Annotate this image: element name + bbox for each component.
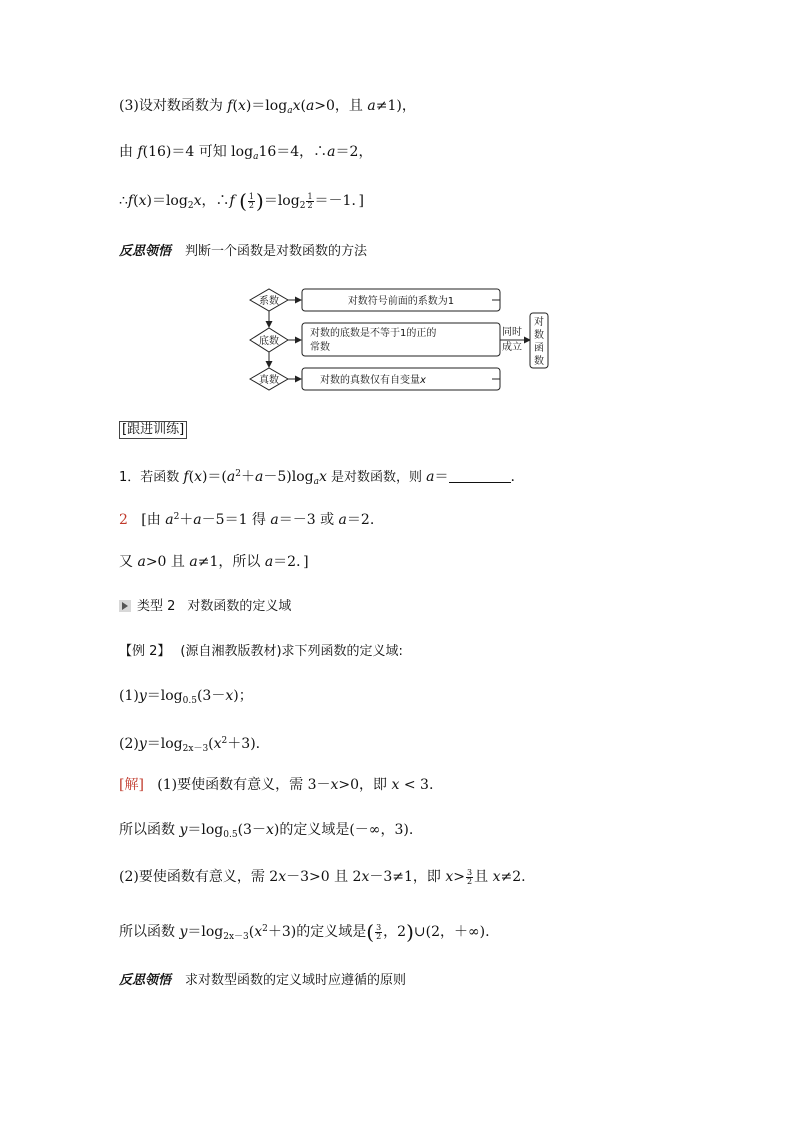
text: 2x－3 bbox=[223, 932, 249, 942]
text: ＋ bbox=[179, 512, 194, 528]
text: 2 bbox=[299, 201, 306, 211]
example-heading bbox=[119, 641, 403, 662]
var: a bbox=[313, 477, 319, 487]
text: ＝log bbox=[146, 736, 183, 752]
text: ( bbox=[300, 98, 306, 114]
var: x bbox=[138, 193, 147, 209]
text: 2 bbox=[262, 924, 268, 934]
fraction: $\frac{1}{2}$ bbox=[307, 191, 313, 210]
text: 且 bbox=[474, 869, 493, 885]
text: ＝log bbox=[146, 688, 183, 704]
text: (3－ bbox=[237, 822, 266, 838]
answer-value: 2 bbox=[119, 512, 128, 528]
text: ≠1，所以 bbox=[197, 554, 265, 570]
example-item-1 bbox=[119, 686, 253, 711]
text: ( bbox=[188, 469, 195, 485]
text: (2)要使函数有意义，需 2 bbox=[119, 869, 279, 885]
text: 2 bbox=[187, 201, 194, 211]
text: ( bbox=[248, 924, 255, 940]
text: 0.5 bbox=[223, 830, 238, 840]
text: ＝log bbox=[187, 822, 224, 838]
text: )； bbox=[233, 688, 253, 704]
var: a bbox=[338, 512, 347, 528]
var: a bbox=[287, 106, 293, 116]
text: (3)设对数函数为 bbox=[119, 98, 228, 114]
solution-tag: [解] bbox=[119, 777, 144, 793]
var: x bbox=[278, 869, 287, 885]
text: (16)＝4 可知 log bbox=[142, 144, 254, 160]
type-heading bbox=[119, 596, 291, 617]
flowchart bbox=[230, 280, 560, 395]
var: x bbox=[225, 688, 234, 704]
text: －3>0 且 2 bbox=[286, 869, 362, 885]
example-item-2 bbox=[119, 731, 260, 759]
text: )＝log bbox=[146, 193, 188, 209]
practice-tag: [跟进训练] bbox=[119, 421, 187, 439]
reflection-heading-1 bbox=[119, 241, 367, 262]
var: x bbox=[330, 777, 339, 793]
text: )＝log bbox=[245, 98, 288, 114]
var: a bbox=[137, 554, 146, 570]
var: f bbox=[127, 193, 134, 209]
condition-base-line1: 对数的底数是不等于1的正的 bbox=[310, 328, 437, 339]
fraction: $\frac{1}{2}$ bbox=[248, 191, 255, 210]
text: ＋3)的定义域是 bbox=[267, 924, 367, 940]
text: < 3. bbox=[399, 777, 434, 793]
var: a bbox=[270, 512, 279, 528]
var: a bbox=[226, 469, 236, 485]
text: ＋ bbox=[241, 469, 255, 485]
var: y bbox=[179, 822, 188, 838]
answer-blank[interactable] bbox=[449, 468, 511, 483]
diamond-arg-label: 真数 bbox=[259, 375, 279, 386]
var: x bbox=[254, 924, 263, 940]
text: ≠1)， bbox=[375, 98, 416, 114]
text: >0 且 bbox=[145, 554, 190, 570]
text: ＝log bbox=[263, 193, 300, 209]
result-char: 函 bbox=[534, 343, 544, 354]
text: ＝2. bbox=[346, 512, 375, 528]
var: x bbox=[194, 469, 202, 485]
text: ，2 bbox=[383, 924, 407, 940]
var: a bbox=[305, 98, 315, 114]
text: > bbox=[453, 869, 466, 885]
var: a bbox=[264, 554, 274, 570]
text: (1)要使函数有意义，需 3－ bbox=[157, 777, 331, 793]
reflection-heading-2 bbox=[119, 970, 406, 991]
text: ≠2. bbox=[500, 869, 526, 885]
text: 2 bbox=[235, 469, 241, 479]
type-label: 类型 2 bbox=[137, 599, 176, 614]
text: ( bbox=[232, 98, 238, 114]
text: 1．若函数 bbox=[119, 470, 184, 485]
reflection-label: 反思领悟 bbox=[119, 244, 172, 259]
text: ＝－3 或 bbox=[278, 512, 339, 528]
var: y bbox=[138, 736, 147, 752]
var: a bbox=[165, 512, 174, 528]
text: 所以函数 bbox=[119, 924, 180, 940]
solution-line-1 bbox=[119, 775, 433, 795]
condition-base-line2: 常数 bbox=[310, 342, 330, 353]
var: f bbox=[137, 144, 143, 160]
var: x bbox=[237, 98, 246, 114]
var: a bbox=[193, 512, 202, 528]
example-tag: 【例 2】 bbox=[119, 644, 171, 659]
result-char: 数 bbox=[534, 330, 544, 341]
var: y bbox=[138, 688, 147, 704]
var: a bbox=[426, 469, 435, 485]
condition-arg: 对数的真数仅有自变量x bbox=[320, 375, 426, 386]
text: >0，且 bbox=[314, 98, 368, 114]
text: 0.5 bbox=[182, 696, 197, 706]
reflection-text: 求对数型函数的定义域时应遵循的原则 bbox=[185, 973, 407, 988]
text: . bbox=[510, 469, 515, 485]
reflection-label: 反思领悟 bbox=[119, 973, 172, 988]
var: f bbox=[227, 98, 233, 114]
text: (2) bbox=[119, 736, 139, 752]
diamond-base-label: 底数 bbox=[259, 336, 279, 347]
text: [由 bbox=[141, 512, 166, 528]
text: ∴ bbox=[119, 193, 128, 209]
result-char: 对 bbox=[534, 317, 544, 328]
simultaneous-label-1: 同时 bbox=[502, 327, 522, 338]
var: x bbox=[292, 98, 301, 114]
solution-line-2 bbox=[119, 820, 413, 845]
text: －5＝1 得 bbox=[201, 512, 271, 528]
text: 由 bbox=[119, 144, 138, 160]
practice-answer-1 bbox=[119, 507, 374, 530]
var: f bbox=[229, 193, 235, 209]
var: x bbox=[213, 736, 222, 752]
text: ＝log bbox=[187, 924, 224, 940]
var: a bbox=[367, 98, 376, 114]
reflection-text: 判断一个函数是对数函数的方法 bbox=[185, 244, 368, 259]
text: (3－ bbox=[196, 688, 226, 704]
practice-tag-line bbox=[119, 419, 187, 439]
result-char: 数 bbox=[534, 356, 544, 367]
var: a bbox=[327, 144, 336, 160]
text: )＝( bbox=[201, 469, 227, 485]
practice-answer-2 bbox=[119, 552, 309, 572]
part3-line2 bbox=[119, 142, 372, 167]
part3-line1 bbox=[119, 96, 416, 121]
var: x bbox=[193, 193, 202, 209]
text: ＝ bbox=[434, 469, 449, 485]
text: 又 bbox=[119, 554, 138, 570]
text: ＝－1．] bbox=[314, 193, 364, 209]
var: x bbox=[318, 469, 327, 485]
text: ∪(2，＋∞). bbox=[413, 924, 490, 940]
practice-question-1 bbox=[119, 464, 515, 492]
text: 所以函数 bbox=[119, 822, 180, 838]
text: －3≠1，即 bbox=[369, 869, 446, 885]
text: 2 bbox=[221, 736, 228, 746]
text: )的定义域是(－∞，3). bbox=[273, 822, 414, 838]
var: f bbox=[183, 469, 189, 485]
text: ＝2， bbox=[335, 144, 373, 160]
var: a bbox=[189, 554, 198, 570]
var: x bbox=[492, 869, 501, 885]
text: >0，即 bbox=[338, 777, 392, 793]
var: x bbox=[391, 777, 400, 793]
diamond-coef-label: 系数 bbox=[259, 296, 279, 307]
part3-line3: $\therefore f(x)=\log_2x$，∴f ( $\frac{1}{2}$ )$=\log_2$ $\frac{1}{2}$ ＝－1．] bbox=[119, 189, 364, 213]
text: 2x－3 bbox=[182, 744, 209, 754]
simultaneous-label-2: 成立 bbox=[502, 342, 522, 353]
condition-coef: 对数符号前面的系数为1 bbox=[347, 296, 455, 307]
text: 是对数函数，则 bbox=[326, 470, 427, 485]
solution-line-4: 所以函数 $y=\log_{2x-3}(x^2+3)$的定义域是( $\frac{3}{2}$ ，2)∪(2，＋∞). bbox=[119, 920, 490, 944]
var: x bbox=[361, 869, 370, 885]
var: a bbox=[255, 469, 264, 485]
text: ( bbox=[133, 193, 139, 209]
var: a bbox=[253, 152, 259, 162]
var: x bbox=[445, 869, 454, 885]
example-intro: (源自湘教版教材)求下列函数的定义域: bbox=[180, 644, 403, 659]
text: ＋3). bbox=[227, 736, 261, 752]
text: ( bbox=[208, 736, 214, 752]
var: x bbox=[265, 822, 274, 838]
text: (1) bbox=[119, 688, 139, 704]
type-text: 对数函数的定义域 bbox=[187, 599, 292, 614]
solution-line-3 bbox=[119, 864, 526, 890]
text: 16＝4，∴ bbox=[258, 144, 328, 160]
var: y bbox=[179, 924, 188, 940]
fraction: $\frac{3}{2}$ bbox=[376, 922, 382, 941]
play-triangle-icon bbox=[119, 600, 131, 612]
fraction: $\frac{3}{2}$ bbox=[467, 867, 473, 886]
text: ，∴ bbox=[201, 193, 230, 209]
text: ＝2．] bbox=[273, 554, 309, 570]
text: 2 bbox=[173, 512, 180, 522]
text: －5)log bbox=[263, 469, 314, 485]
